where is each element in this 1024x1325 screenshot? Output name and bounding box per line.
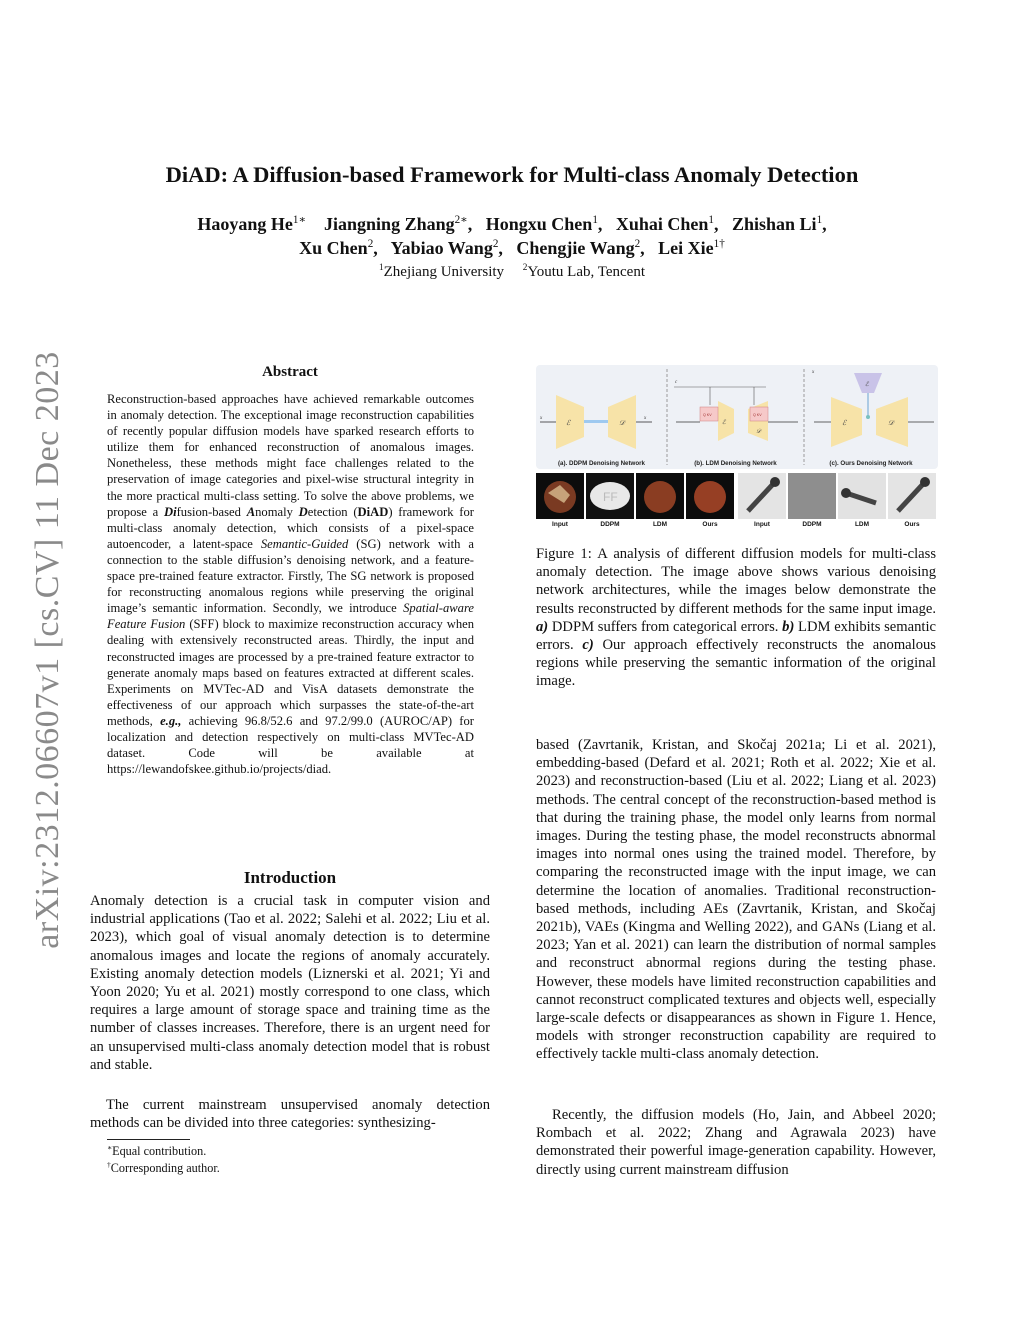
panel-c <box>804 365 938 469</box>
thumb-label: LDM <box>854 521 870 528</box>
abstract-text: Reconstruction-based approaches have achieved remarkable outcomes in anomaly detection. The exceptional image reconstruction capabilities of recently popular diffusion models have sparked research efforts to utilize them for enhanced reconstruction of anomalous images. Nonetheless, these methods might face challenges related to the preservation of image categories and pixel-wise structural integrity in the more practical multi-class setting. To solve the above problems, we propose a Difusion-based Anomaly Detection (DiAD) framework for multi-class anomaly detection, which consists of a pixel-space autoencoder, a latent-space Semantic-Guided (SG) network with a connection to the stable diffusion’s denoising network, and a feature-space pre-trained feature extractor. Firstly, The SG network is proposed for reconstructing anomalous regions while preserving the original image’s semantic information. Secondly, we introduce Spatial-aware Feature Fusion (SFF) block to maximize reconstruction accuracy when dealing with extensively reconstructed areas. Thirdly, the input and reconstructed images are processed by a pre-trained feature extractor to generate anomaly maps based on features extracted at different scales. Experiments on MVTec-AD and VisA datasets demonstrate the effectiveness of our approach which surpasses the state-of-the-art methods, e.g., achieving 96.8/52.6 and 97.2/99.0 (AUROC/AP) for localization and detection respectively on multi-class MVTec-AD dataset. Code will be available at https://lewandofskee.github.io/projects/diad. <box>107 392 474 777</box>
arxiv-identifier: arXiv:2312.06607v1 [cs.CV] 11 Dec 2023 <box>29 351 66 949</box>
thumb-label: LDM <box>652 521 668 528</box>
hazelnut-ours-image <box>686 473 734 519</box>
intro-paragraph: The current mainstream unsupervised anomaly detection methods can be divided into three categories: synthesizing- <box>90 1097 490 1132</box>
screw-ours-image <box>888 473 936 519</box>
author-list-line-1: Haoyang $He^{1∗}$ Jiangning Zhang$^{2∗}$, Hongxu Chen$^1$, Xuhai Chen$^1$, Zhishan Li$^1$, <box>197 214 827 234</box>
screw-input-image <box>738 473 786 519</box>
svg-text:ℰ: ℰ <box>722 420 726 426</box>
svg-text:FF: FF <box>603 490 618 504</box>
panel-label: (a). DDPM Denoising Network <box>558 460 645 467</box>
footnote-rule <box>107 1139 190 1140</box>
svg-text:x: x <box>812 370 815 375</box>
author: Haoyang $He^{1∗}$ <box>197 214 307 234</box>
thumb-label: Input <box>552 521 568 528</box>
author: Jiangning Zhang$^{2∗}$ <box>324 214 468 234</box>
svg-text:x: x <box>644 416 647 421</box>
footnote: †Corresponding author. <box>107 1159 220 1175</box>
author: Xuhai Chen$^1$ <box>615 214 714 234</box>
author: Hongxu Chen$^1$ <box>485 214 598 234</box>
author: Yabiao Wang$^2$ <box>390 238 499 258</box>
architecture-diagram <box>536 365 938 469</box>
footnote: ∗Equal contribution. <box>107 1142 207 1158</box>
svg-text:𝒟: 𝒟 <box>888 419 894 427</box>
affiliations: $^1$Zhejiang University $^2$Youtu Lab, Tencent <box>378 263 645 280</box>
panel-label: (c). Ours Denoising Network <box>829 460 913 467</box>
hazelnut-ldm-image <box>636 473 684 519</box>
thumb-label: Input <box>754 521 770 528</box>
svg-text:Q KV: Q KV <box>703 413 712 417</box>
body-paragraph: Recently, the diffusion models (Ho, Jain, and Abbeel 2020; Rombach et al. 2022; Zhang and Agrawala 2023) have demonstrated their powerful image-generation capability. However, directly using current mainstream diffusion <box>536 1107 936 1178</box>
hazelnut-input-image <box>536 473 584 519</box>
thumb-label: Ours <box>904 521 920 528</box>
author: Lei Xie$^{1\dagger}$ <box>658 238 725 258</box>
author-list-line-2: Xu Chen$^2$, Yabiao Wang$^2$, Chengjie Wang$^2$, Lei Xie$^{1\dagger}$ <box>299 238 725 258</box>
panel-a <box>536 365 667 469</box>
reconstruction-thumbnails <box>536 473 938 519</box>
abstract-heading: Abstract <box>262 364 318 380</box>
panel-label: (b). LDM Denoising Network <box>694 460 777 467</box>
intro-paragraph: Anomaly detection is a crucial task in computer vision and industrial applications (Tao et al. 2022; Salehi et al. 2022; Liu et al. 2023), which goal of visual anomaly detection is to determine anomalous images and locate the regions of anomaly accurately. Existing anomaly detection models (Liznerski et al. 2021; Yi and Yoon 2020; Yu et al. 2021) mostly correspond to one class, which requires a large amount of storage space and training time as the number of classes increases. Therefore, there is an urgent need for an unsupervised multi-class anomaly detection model that is robust and stable. <box>90 893 490 1073</box>
figure-caption: Figure 1: A analysis of different diffusion models for multi-class anomaly detection. The image above shows various denoising network architectures, while the images below demonstrate the results reconstructed by different methods for the same input image. a) DDPM suffers from categorical errors. b) LDM exhibits semantic errors. c) Our approach effectively reconstructs the anomalous regions while preserving the semantic information of the original image. <box>536 546 936 690</box>
figure-1 <box>536 365 938 533</box>
svg-text:ℰ: ℰ <box>865 382 869 388</box>
screw-ddpm-image <box>788 473 836 519</box>
svg-text:ℰ: ℰ <box>842 419 847 427</box>
panel-b <box>667 365 804 469</box>
svg-text:c: c <box>675 380 678 385</box>
thumb-label: DDPM <box>802 521 822 528</box>
thumb-label: DDPM <box>600 521 620 528</box>
author: Zhishan Li$^1$ <box>732 214 823 234</box>
svg-text:x: x <box>540 416 543 421</box>
author: Xu Chen$^2$ <box>299 238 374 258</box>
screw-ldm-image <box>838 473 886 519</box>
svg-text:ℰ: ℰ <box>566 419 571 427</box>
thumb-label: Ours <box>702 521 718 528</box>
svg-text:𝒟: 𝒟 <box>756 429 761 435</box>
author: Chengjie Wang$^2$ <box>516 238 641 258</box>
svg-text:Q KV: Q KV <box>753 413 762 417</box>
paper-title: DiAD: A Diffusion-based Framework for Multi-class Anomaly Detection <box>165 162 859 187</box>
pill-ddpm-image <box>586 473 634 519</box>
introduction-heading: Introduction <box>243 868 337 887</box>
body-paragraph: based (Zavrtanik, Kristan, and Skočaj 2021a; Li et al. 2021), embedding-based (Defard et al. 2021; Roth et al. 2022; Xie et al. 2023) and reconstruction-based (Liu et al. 2022; Liang et al. 2023) methods. The central concept of the reconstruction-based method is that during the training phase, the model only learns from normal images. During the testing phase, the model reconstructs abnormal images into normal ones using the trained model. Therefore, by comparing the reconstructed image with the input image, we can determine the location of anomalies. Traditional reconstruction-based methods, including AEs (Zavrtanik, Kristan, and Skočaj 2021b), VAEs (Kingma and Welling 2022), and GANs (Liang et al. 2023; Yan et al. 2021) can learn the distribution of normal samples and reconstruct abnormal regions during the testing phase. However, these models have limited reconstruction capabilities and cannot reconstruct complicated textures and objects well, especially large-scale defects or disappearances as shown in Figure 1. Hence, models with stronger reconstruction capability are required to effectively tackle multi-class anomaly detection. <box>536 737 936 1063</box>
svg-text:𝒟: 𝒟 <box>619 419 625 427</box>
